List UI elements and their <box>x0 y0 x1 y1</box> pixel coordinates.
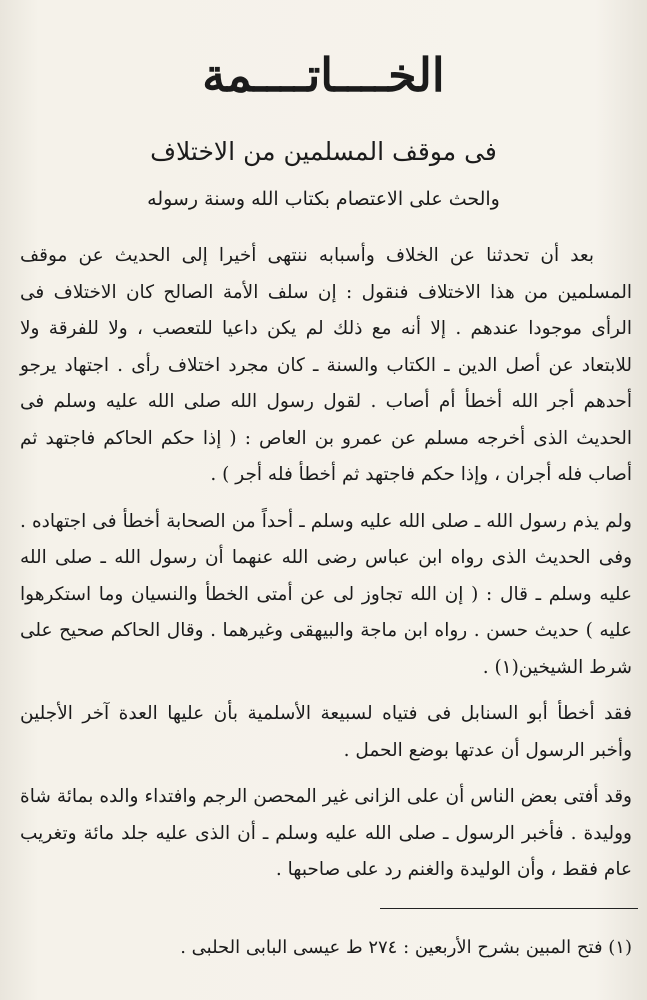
paragraph-2: ولم يذم رسول الله ـ صلى الله عليه وسلم ـ أحداً من الصحابة أخطأ فى اجتهاده . وفى الحديث الذى رواه ابن عباس رضى الله عنهما أن رسول الله ـ صلى الله عليه وسلم ـ قال : ( إن الله تجاوز لى عن أمتى الخطأ والنسيان وما استكرهوا عليه ) حديث حسن . رواه ابن ماجة والبيهقى وغيرهما . وقال الحاكم صحيح على شرط الشيخين(١) . <box>20 510 632 678</box>
footnote: (١) فتح المبين بشرح الأربعين : ٢٧٤ ط عيسى البابى الحلبى . <box>180 937 632 958</box>
paragraph-3: فقد أخطأ أبو السنابل فى فتياه لسبيعة الأسلمية بأن عليها العدة آخر الأجلين وأخبر الرسول أن عدتها بوضع الحمل . <box>20 703 632 761</box>
chapter-subtitle: فى موقف المسلمين من الاختلاف <box>150 137 497 166</box>
chapter-subtitle-secondary: والحث على الاعتصام بكتاب الله وسنة رسوله <box>147 188 500 210</box>
body-text <box>20 238 632 899</box>
paragraph-4: وقد أفتى بعض الناس أن على الزانى غير المحصن الرجم وافتداء والده بمائة شاة ووليدة . فأخبر الرسول ـ صلى الله عليه وسلم ـ أن الذى عليه جلد مائة وتغريب عام فقط ، وأن الوليدة والغنم رد على صاحبها . <box>20 786 632 880</box>
footnote-divider <box>380 908 638 909</box>
page-title: الخــــاتــــمة <box>202 48 445 102</box>
paragraph-1: بعد أن تحدثنا عن الخلاف وأسبابه ننتهى أخيرا إلى الحديث عن موقف المسلمين من هذا الاختلاف فنقول : إن سلف الأمة الصالح كان الاختلاف فى الرأى موجودا عندهم . إلا أنه مع ذلك لم يكن داعيا للتعصب ، ولا للفرقة ولا للابتعاد عن أصل الدين ـ الكتاب والسنة ـ كان مجرد اختلاف رأى . اجتهاد يرجو أحدهم أجر الله أخطأ أم أصاب . لقول رسول الله صلى الله عليه وسلم فى الحديث الذى أخرجه مسلم عن عمرو بن العاص : ( إذا حكم الحاكم فاجتهد ثم أصاب فله أجران ، وإذا حكم فاجتهد ثم أخطأ فله أجر ) . <box>20 245 632 485</box>
